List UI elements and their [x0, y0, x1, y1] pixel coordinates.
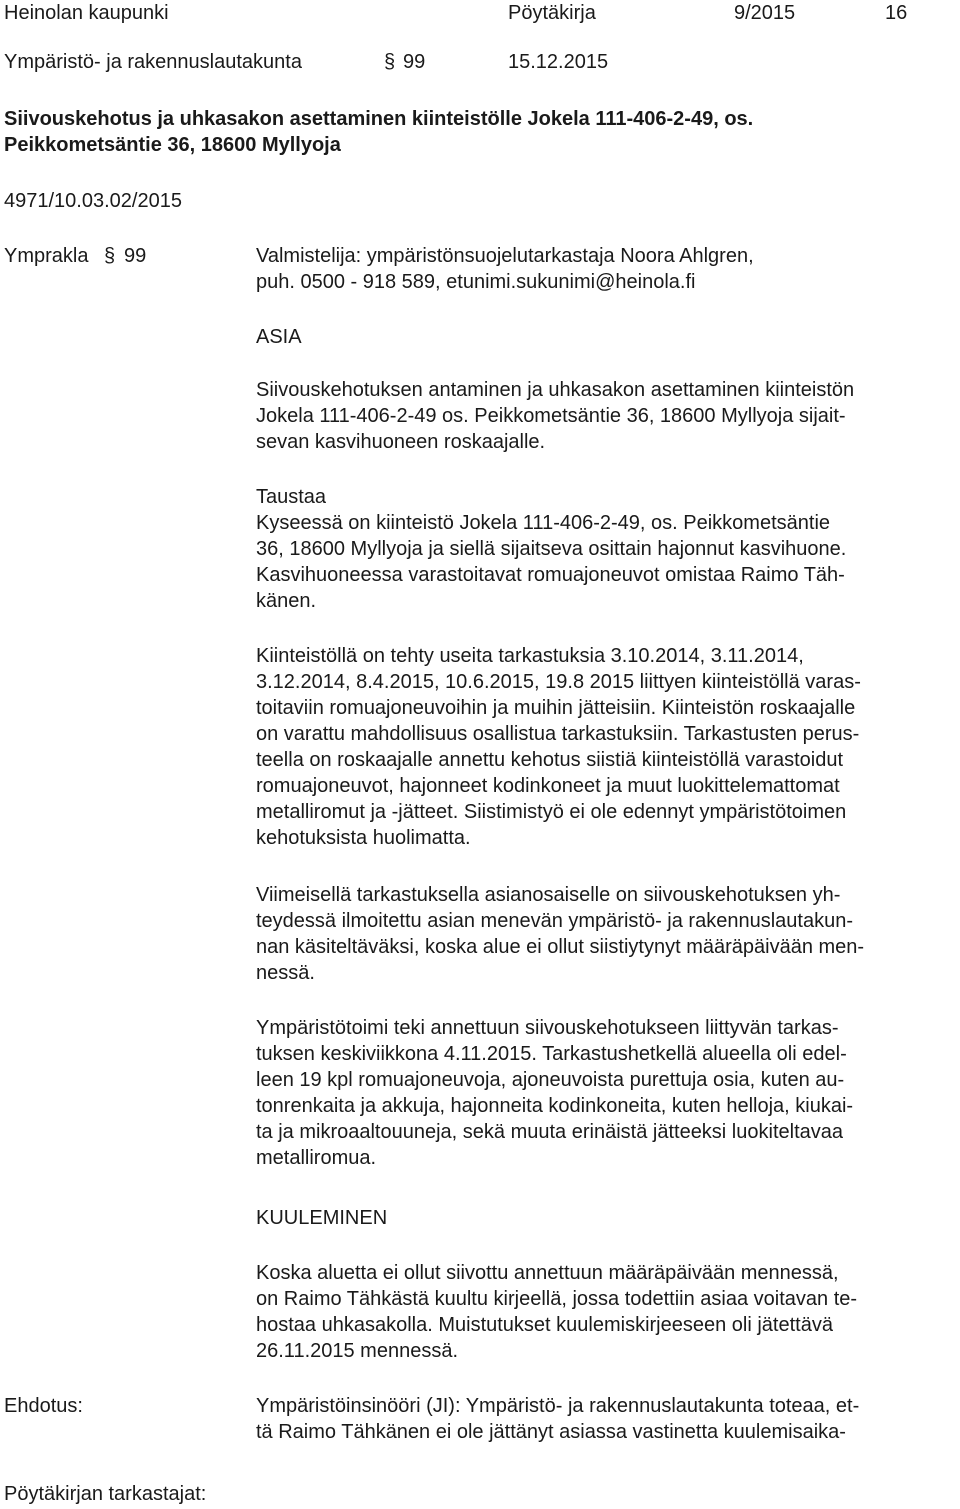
- inspection-visit-paragraph: Ympäristötoimi teki annettuun siivouskehotukseen liittyvän tarkas- tuksen keskiviikkona 4.11.2015. Tarkastushetkellä alueella oli edel- leen 19 kpl romuajoneuvoja, ajoneuvoista purettuja osia, kuten au- tonrenkaita ja akkuja, hajonneita kodinkoneita, kuten helloja, kiukai- ta ja mikroaaltouuneja, sekä muuta erinäistä jätteeksi luokiteltavaa metalliromua.: [256, 1017, 854, 1169]
- committee-name: Ympäristö- ja rakennuslautakunta: [4, 51, 302, 73]
- asia-heading: ASIA: [256, 326, 302, 348]
- taustaa-text: Kyseessä on kiinteistö Jokela 111-406-2-49, os. Peikkometsäntie 36, 18600 Myllyoja ja siellä sijaitseva osittain hajonnut kasvihuone. Kasvihuoneessa varastoitavat romuajoneuvot omistaa Raimo Täh- känen.: [256, 512, 847, 612]
- asia-text: Siivouskehotuksen antaminen ja uhkasakon asettaminen kiinteistön Jokela 111-406-2-49 os. Peikkometsäntie 36, 18600 Myllyoja sijait- sevan kasvihuoneen roskaajalle.: [256, 379, 855, 453]
- record-number: 4971/10.03.02/2015: [4, 190, 182, 212]
- preparer-line-2: puh. 0500 - 918 589, etunimi.sukunimi@heinola.fi: [256, 271, 696, 293]
- section-number: 99: [403, 51, 426, 73]
- city-name: Heinolan kaupunki: [4, 2, 169, 24]
- title-line-1: Siivouskehotus ja uhkasakon asettaminen kiinteistölle Jokela 111-406-2-49, os.: [4, 108, 754, 130]
- taustaa-heading: Taustaa: [256, 486, 327, 508]
- page-number: 16: [885, 2, 908, 24]
- last-inspection-paragraph: Viimeisellä tarkastuksella asianosaiselle on siivouskehotuksen yh- teydessä ilmoitettu asian menevän ympäristö- ja rakennuslautakun- nan käsiteltäväksi, koska alue ei ollut siistiytynyt määräpäivään men- nessä.: [256, 884, 865, 984]
- preparer-line-1: Valmistelija: ympäristönsuojelutarkastaja Noora Ahlgren,: [256, 245, 754, 267]
- title-line-2: Peikkometsäntie 36, 18600 Myllyoja: [4, 134, 341, 156]
- document-type: Pöytäkirja: [508, 2, 596, 24]
- meeting-date: 15.12.2015: [508, 51, 609, 73]
- ymprakla-label: Ymprakla: [4, 245, 89, 267]
- footer-inspectors-label: Pöytäkirjan tarkastajat:: [4, 1483, 207, 1505]
- ehdotus-text: Ympäristöinsinööri (JI): Ympäristö- ja rakennuslautakunta toteaa, et- tä Raimo Tähkänen ei ole jättänyt asiassa vastinetta kuulemisaika-: [256, 1395, 860, 1443]
- kuuleminen-heading: KUULEMINEN: [256, 1207, 388, 1229]
- kuuleminen-text: Koska aluetta ei ollut siivottu annettuun määräpäivään mennessä, on Raimo Tähkästä kuultu kirjeellä, jossa todettiin asiaa voitavan te- hostaa uhkasakolla. Muistutukset kuulemiskirjeeseen oli jätettävä 26.11.2015 mennessä.: [256, 1262, 858, 1362]
- ehdotus-label: Ehdotus:: [4, 1395, 83, 1417]
- section-mark: §: [384, 51, 396, 73]
- inspections-paragraph: Kiinteistöllä on tehty useita tarkastuksia 3.10.2014, 3.11.2014, 3.12.2014, 8.4.2015, 10.6.2015, 19.8 2015 liittyen kiinteistöllä varas- toitaviin romuajoneuvoihin ja muihin jätteisiin. Kiinteistön roskaajalle on varattu mahdollisuus osallistua tarkastuksiin. Tarkastusten perus- teella on roskaajalle annettu kehotus siistiä kiinteistöllä varastoidut romuajoneuvot, hajonneet kodinkoneet ja muut luokittelemattomat metalliromut ja -jätteet. Siistimistyö ei ole edennyt ympäristötoimen kehotuksista huolimatta.: [256, 645, 861, 849]
- ymprakla-section-number: 99: [124, 245, 147, 267]
- document-number: 9/2015: [734, 2, 796, 24]
- ymprakla-section-mark: §: [104, 245, 116, 267]
